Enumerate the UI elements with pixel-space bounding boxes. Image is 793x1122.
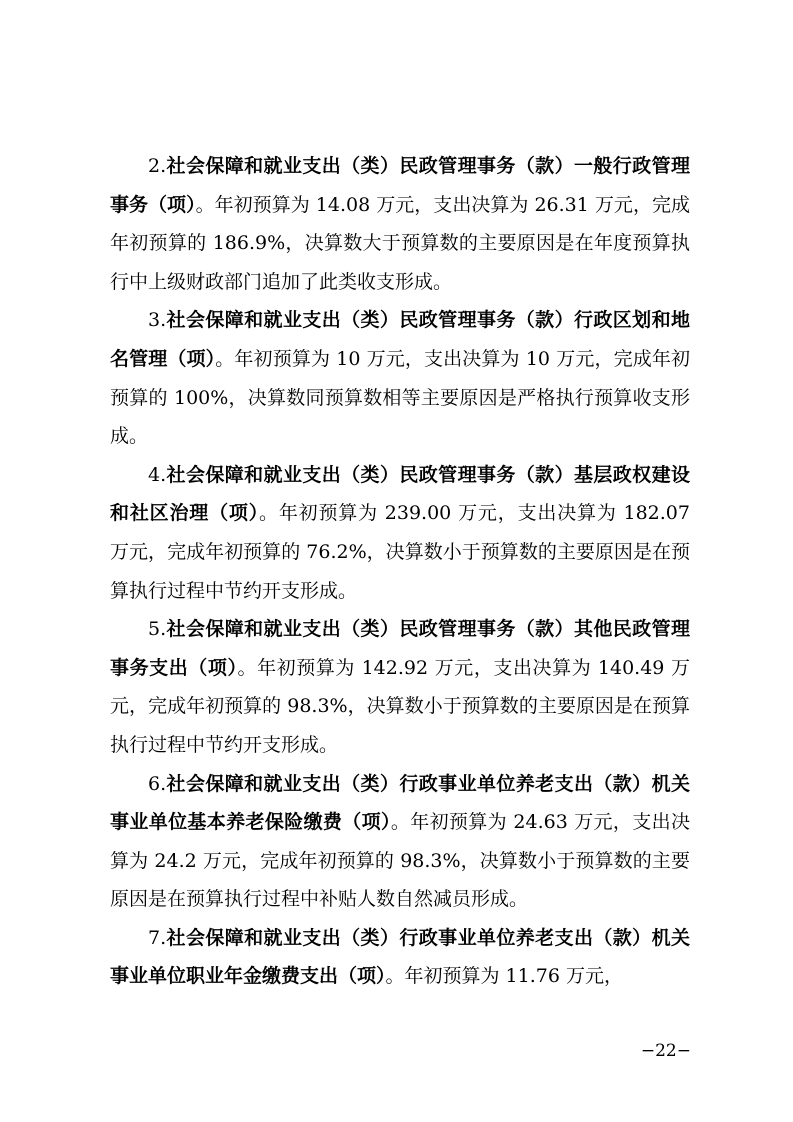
item-body: 。年初预算为 24.63 万元，支出决算为 24.2 万元，完成年初预算的 98.3%，决算数小于预算数的主要原因是在预算执行过程中补贴人数自然减员形成。 xyxy=(110,811,690,911)
item-body: 。年初预算为 142.92 万元，支出决算为 140.49 万元，完成年初预算的 98.3%，决算数小于预算数的主要原因是在预算执行过程中节约开支形成。 xyxy=(110,656,690,756)
item-heading: 社会保障和就业支出（类）民政管理事务（款）行政区划和地名管理（项） xyxy=(110,309,690,370)
item-heading: 社会保障和就业支出（类）民政管理事务（款）基层政权建设和社区治理（项） xyxy=(110,463,690,525)
item-number: 2. xyxy=(148,155,167,177)
item-heading: 社会保障和就业支出（类）民政管理事务（款）其他民政管理事务支出（项） xyxy=(110,618,690,679)
item-body: 。年初预算为 14.08 万元，支出决算为 26.31 万元，完成年初预算的 186.9%，决算数大于预算数的主要原因是在年度预算执行中上级财政部门追加了此类收支形成。 xyxy=(110,193,690,293)
item-number: 6. xyxy=(148,772,167,795)
item-heading: 社会保障和就业支出（类）行政事业单位养老支出（款）机关事业单位基本养老保险缴费（项） xyxy=(110,772,690,834)
item-heading: 社会保障和就业支出（类）行政事业单位养老支出（款）机关事业单位职业年金缴费支出（项） xyxy=(110,926,690,988)
page-number: −22− xyxy=(640,1041,691,1061)
item-body: 。年初预算为 11.76 万元， xyxy=(385,965,623,988)
item-heading: 社会保障和就业支出（类）民政管理事务（款）一般行政管理事务（项） xyxy=(110,155,690,216)
paragraph-item-2 xyxy=(110,147,690,301)
paragraph-item-3 xyxy=(110,301,690,455)
item-number: 7. xyxy=(148,926,167,949)
paragraph-item-5 xyxy=(110,610,690,764)
item-number: 3. xyxy=(148,309,167,332)
paragraph-item-7 xyxy=(110,919,690,996)
item-number: 5. xyxy=(148,618,167,641)
paragraph-item-6 xyxy=(110,765,690,919)
paragraph-item-4 xyxy=(110,456,690,610)
page-content xyxy=(110,147,690,996)
item-body: 。年初预算为 239.00 万元，支出决算为 182.07 万元，完成年初预算的 76.2%，决算数小于预算数的主要原因是在预算执行过程中节约开支形成。 xyxy=(110,502,690,602)
item-number: 4. xyxy=(148,463,167,486)
item-body: 。年初预算为 10 万元，支出决算为 10 万元，完成年初预算的 100%，决算数同预算数相等主要原因是严格执行预算收支形成。 xyxy=(110,347,690,448)
